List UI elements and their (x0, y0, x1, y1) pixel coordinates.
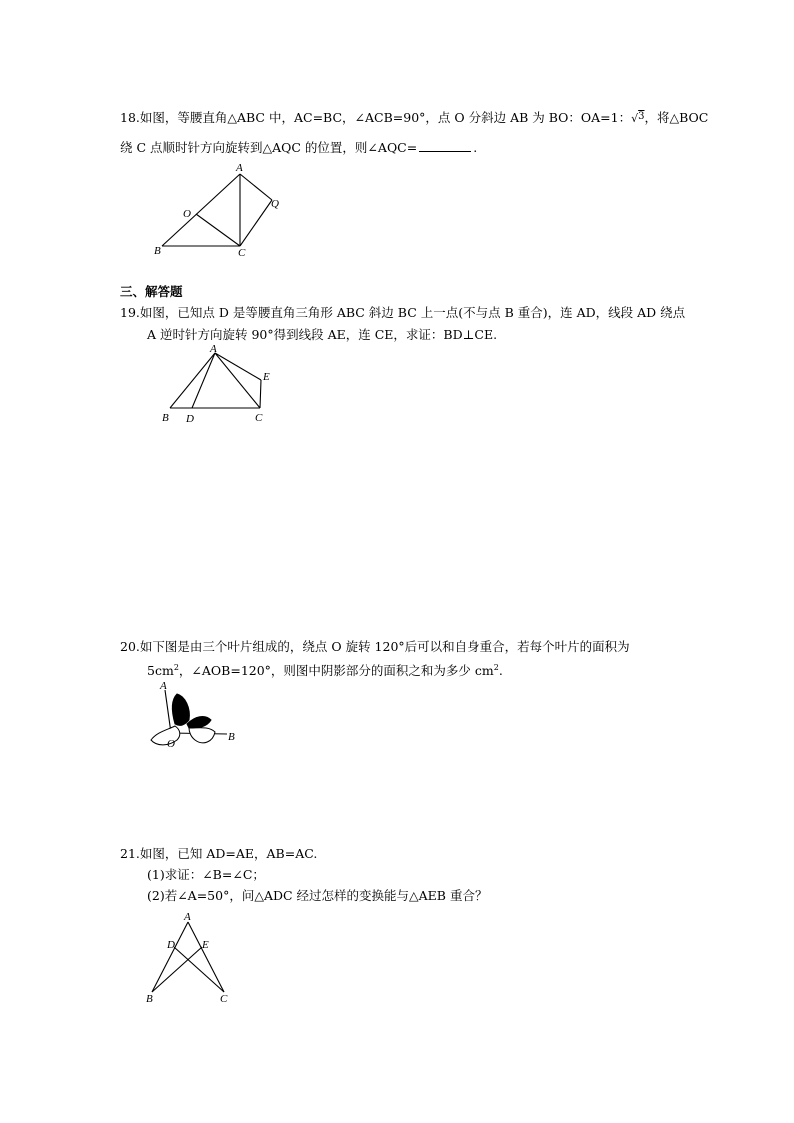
q20-label-A: A (160, 680, 167, 692)
q18-seg-QC (240, 200, 272, 246)
q21-part1: (1)求证：∠B=∠C； (147, 867, 265, 882)
q21-part2: (2)若∠A=50°，问△ADC 经过怎样的变换能与△AEB 重合？ (147, 888, 488, 903)
q18-label-Q: Q (271, 198, 279, 210)
q19-seg-AE (215, 353, 261, 380)
q21-side-AC (188, 922, 224, 992)
q20-leaf-left (151, 726, 180, 745)
q21-seg-CD (174, 947, 224, 992)
section-title: 三、解答题 (120, 284, 183, 299)
q20-ray-OA (165, 690, 171, 733)
q21-seg-BE (152, 947, 202, 992)
q19-label-B: B (162, 412, 169, 424)
q19-seg-AD (192, 353, 215, 408)
q19-figure (155, 343, 285, 428)
q18-label-B: B (154, 245, 161, 257)
q19-seg-CE (260, 380, 261, 408)
q20-shaded-leaf-2 (187, 717, 211, 729)
q21-figure (140, 910, 250, 1010)
q21-label-B: B (146, 993, 153, 1005)
q18-side-BA (162, 174, 240, 246)
q20-line1: 20.如下图是由三个叶片组成的，绕点 O 旋转 120°后可以和自身重合，若每个叶片的面积为 (120, 639, 630, 654)
q20-line2: $5cm^2$，∠AOB=120°，则图中阴影部分的面积之和为多少 $cm^2$. (147, 663, 503, 679)
q19-side-AC (215, 353, 260, 408)
q19-line2: A 逆时针方向旋转 90°得到线段 AE，连 CE，求证：BD⊥CE. (147, 327, 498, 342)
q18-line2: 绕 C 点顺时针方向旋转到△AQC 的位置，则∠AQC= . (120, 140, 478, 155)
q21-label-E: E (202, 939, 209, 951)
q20-leaf-right (189, 728, 215, 743)
q21-line1: 21.如图，已知 AD=AE，AB=AC. (120, 846, 318, 861)
q19-label-C: C (255, 412, 263, 424)
q21-label-C: C (220, 993, 228, 1005)
q21-label-A: A (184, 911, 191, 923)
q18-label-A: A (236, 162, 243, 174)
q19-line1: 19.如图，已知点 D 是等腰直角三角形 ABC 斜边 BC 上一点(不与点 B 重合)，连 AD，线段 AD 绕点 (120, 305, 686, 320)
q18-figure (150, 160, 290, 260)
q18-seg-AQ (240, 174, 272, 200)
q19-label-A: A (210, 343, 217, 355)
q18-label-C: C (238, 247, 246, 259)
q20-figure (145, 680, 245, 760)
q21-side-AB (152, 922, 188, 992)
q19-side-BA (170, 353, 215, 408)
q20-label-O: O (167, 738, 175, 750)
q21-label-D: D (167, 939, 175, 951)
sqrt-3: √3 (631, 111, 645, 125)
q20-label-B: B (228, 731, 235, 743)
q18-seg-OC (196, 214, 240, 246)
q19-label-D: D (186, 413, 194, 425)
q20-shaded-leaf (172, 694, 189, 725)
q19-label-E: E (263, 371, 270, 383)
q18-line1: 18.如图，等腰直角△ABC 中，AC=BC，∠ACB=90°，点 O 分斜边 AB 为 BO：OA=1：√3，将△BOC (120, 110, 709, 125)
q18-label-O: O (183, 208, 191, 220)
answer-blank[interactable] (419, 140, 471, 152)
